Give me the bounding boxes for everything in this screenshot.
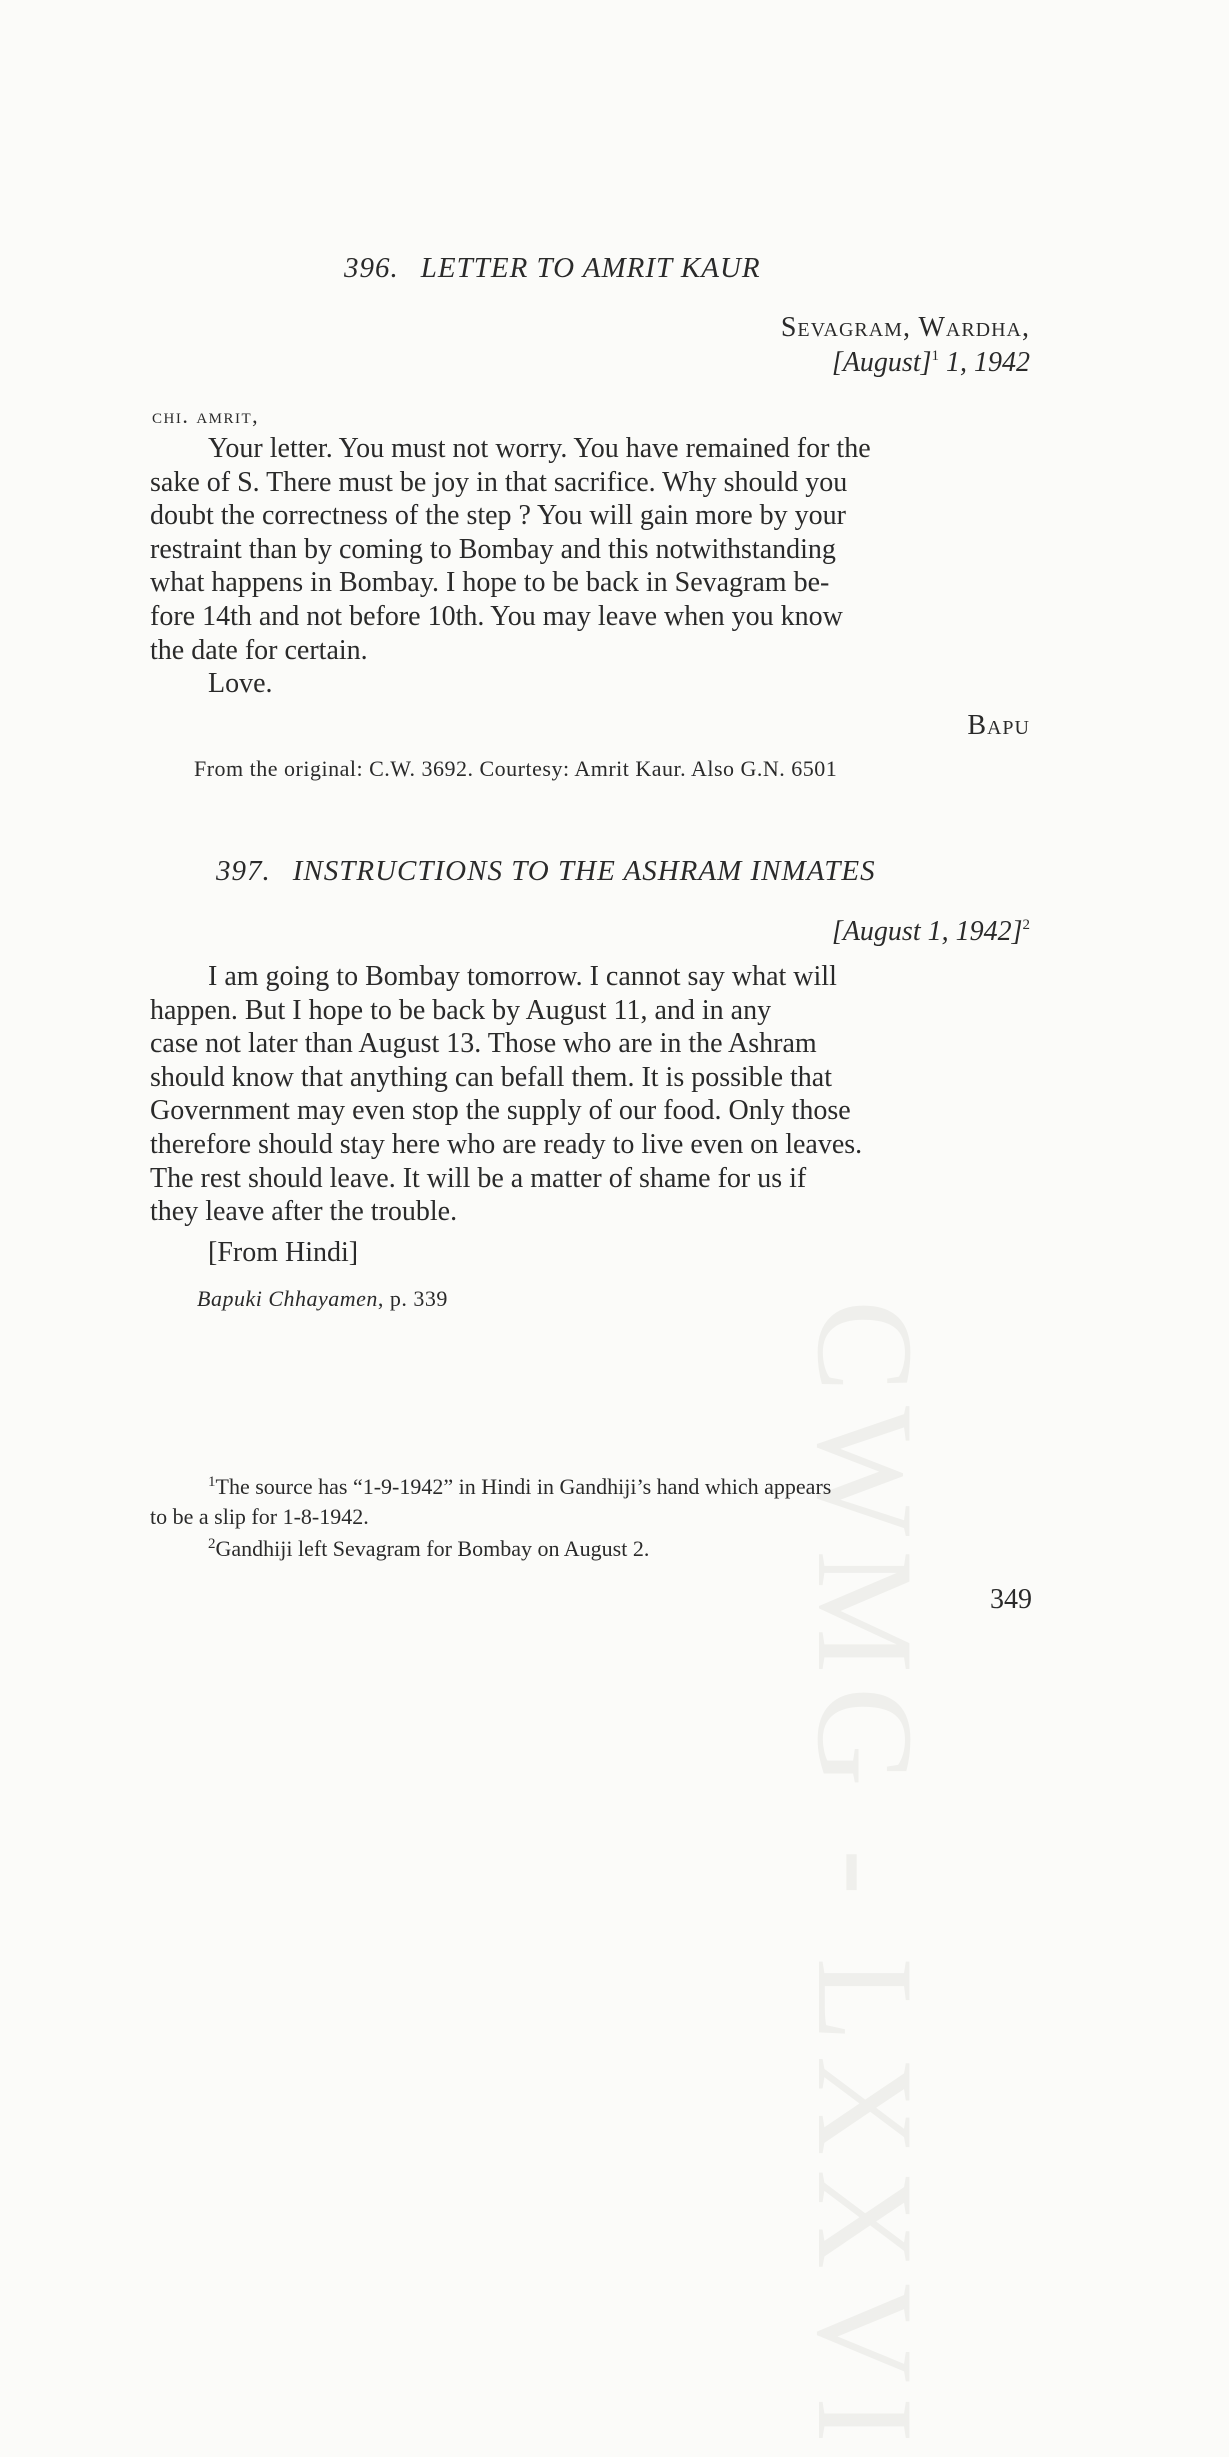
body-line: doubt the correctness of the step ? You will gain more by your [150,500,846,532]
instructions-date [832,916,1030,948]
date-line [832,347,1030,379]
source-page: , p. 339 [377,1286,448,1311]
page [150,0,1030,1890]
footnote-1 [150,1472,1035,1532]
body-line: should know that anything can befall them. It is possible that [150,1061,832,1093]
date-bracket-open: [ [831,347,843,378]
footnote-marker: 2 [208,1536,216,1552]
watermark: CWMG - LXXVI [789,1300,942,2457]
heading-title: INSTRUCTIONS TO THE ASHRAM INMATES [292,855,876,887]
page-number: 349 [990,1584,1032,1615]
instructions-date-text: [August 1, 1942] [831,916,1023,947]
closing: Love. [208,668,273,700]
body-line: therefore should stay here who are ready to live even on leaves. [150,1128,863,1160]
translation-note: [From Hindi] [208,1237,359,1268]
footnote-marker: 1 [208,1474,216,1490]
body-line: The rest should leave. It will be a matter of shame for us if [150,1162,807,1194]
letter-396-body [150,432,1030,701]
body-line: restraint than by coming to Bombay and this notwithstanding [150,533,836,565]
place-line: Sevagram, Wardha, [780,312,1030,343]
footnote-ref-2: 2 [1022,917,1030,933]
heading-number: 397. [216,855,271,887]
instructions-397-body [150,960,1030,1229]
body-line: happen. But I hope to be back by August 11, and in any [150,994,772,1026]
footnote-text: The source has “1-9-1942” in Hindi in Gandhiji’s hand which appears [215,1474,832,1499]
instructions-397-heading [216,855,876,888]
body-line: Your letter. You must not worry. You have remained for the [208,433,871,464]
letter-396-heading [344,252,761,285]
body-line: sake of S. There must be joy in that sacrifice. Why should you [150,466,848,498]
footnote-ref-1: 1 [931,348,939,364]
date-month: August [842,347,921,378]
date-bracket-close: ] [920,347,932,378]
body-line: I am going to Bombay tomorrow. I cannot say what will [208,961,837,992]
body-line: the date for certain. [150,634,368,666]
footnote-2 [150,1534,1035,1564]
heading-number: 396. [344,252,399,284]
body-line: they leave after the trouble. [150,1196,458,1228]
footnote-text: Gandhiji left Sevagram for Bombay on August 2. [215,1536,650,1561]
body-line: case not later than August 13. Those who are in the Ashram [150,1028,817,1060]
signature: Bapu [967,710,1030,741]
footnote-line: to be a slip for 1-8-1942. [150,1504,369,1529]
heading-title: LETTER TO AMRIT KAUR [420,252,761,284]
letter-396-source: From the original: C.W. 3692. Courtesy: Amrit Kaur. Also G.N. 6501 [194,756,838,781]
salutation: chi. amrit, [152,403,260,428]
body-line: Government may even stop the supply of our food. Only those [150,1095,851,1127]
date-rest: 1, 1942 [939,347,1030,378]
footnote-line [150,1534,1035,1564]
instructions-397-source [197,1286,448,1312]
body-line: what happens in Bombay. I hope to be back in Sevagram be- [150,567,830,599]
body-line: fore 14th and not before 10th. You may leave when you know [150,600,843,632]
source-title: Bapuki Chhayamen [197,1286,378,1311]
footnote-line [150,1472,1035,1502]
